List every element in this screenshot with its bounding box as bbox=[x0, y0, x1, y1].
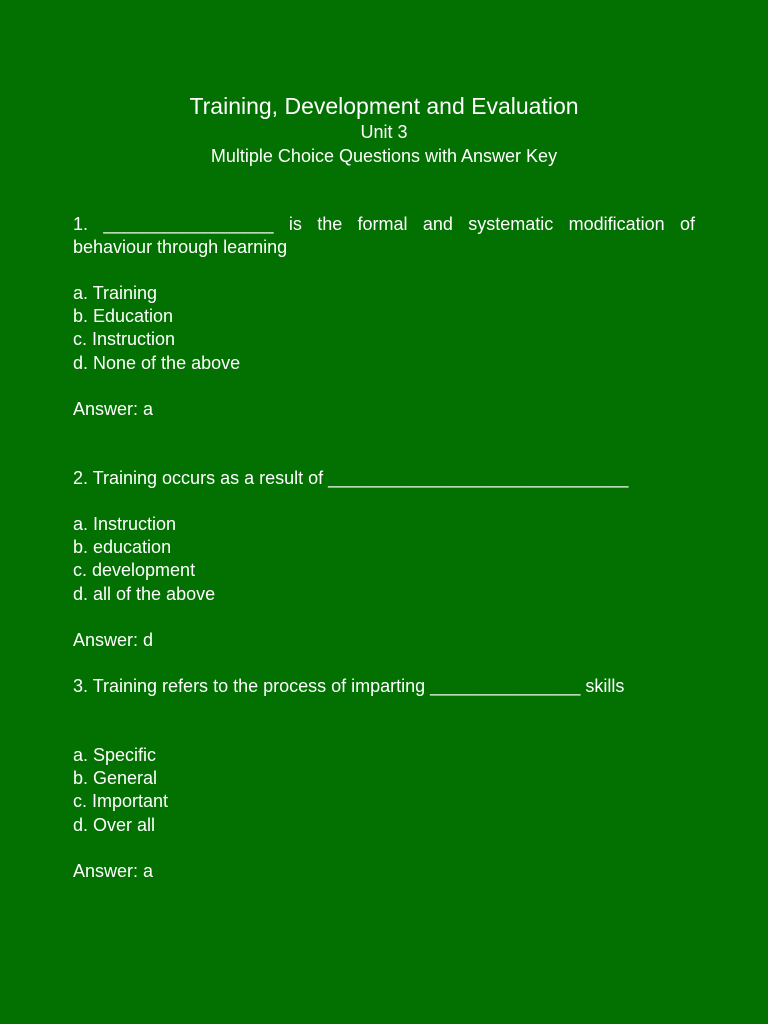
question-2-options bbox=[73, 513, 695, 606]
question-1-answer: Answer: a bbox=[73, 399, 154, 419]
question-3-options bbox=[73, 744, 695, 837]
question-1-option-a: a. Training bbox=[73, 283, 158, 303]
question-1-options bbox=[73, 282, 695, 375]
document-subtitle: Multiple Choice Questions with Answer Key bbox=[210, 146, 558, 166]
question-3-option-c: c. Important bbox=[73, 791, 169, 812]
question-2-option-b: b. education bbox=[73, 537, 172, 558]
document-title: Training, Development and Evaluation bbox=[189, 93, 579, 119]
question-1-option-c: c. Instruction bbox=[73, 329, 176, 350]
question-3-answer: Answer: a bbox=[73, 861, 154, 881]
question-3-option-d: d. Over all bbox=[73, 814, 156, 835]
unit-label: Unit 3 bbox=[360, 122, 408, 142]
question-3-option-a: a. Specific bbox=[73, 745, 157, 765]
question-2-text: 2. Training occurs as a result of ______________________________ bbox=[73, 468, 629, 488]
question-3-text: 3. Training refers to the process of imparting _______________ skills bbox=[73, 676, 625, 696]
question-2-answer: Answer: d bbox=[73, 630, 154, 650]
question-1-text: 1. _________________ is the formal and systematic modification of behaviour through learning bbox=[73, 214, 695, 258]
question-2-option-d: d. all of the above bbox=[73, 583, 216, 604]
question-1-option-d: d. None of the above bbox=[73, 352, 241, 373]
question-1-option-b: b. Education bbox=[73, 306, 174, 327]
question-3-option-b: b. General bbox=[73, 768, 158, 789]
question-2-option-c: c. development bbox=[73, 560, 196, 581]
question-2-option-a: a. Instruction bbox=[73, 514, 177, 534]
